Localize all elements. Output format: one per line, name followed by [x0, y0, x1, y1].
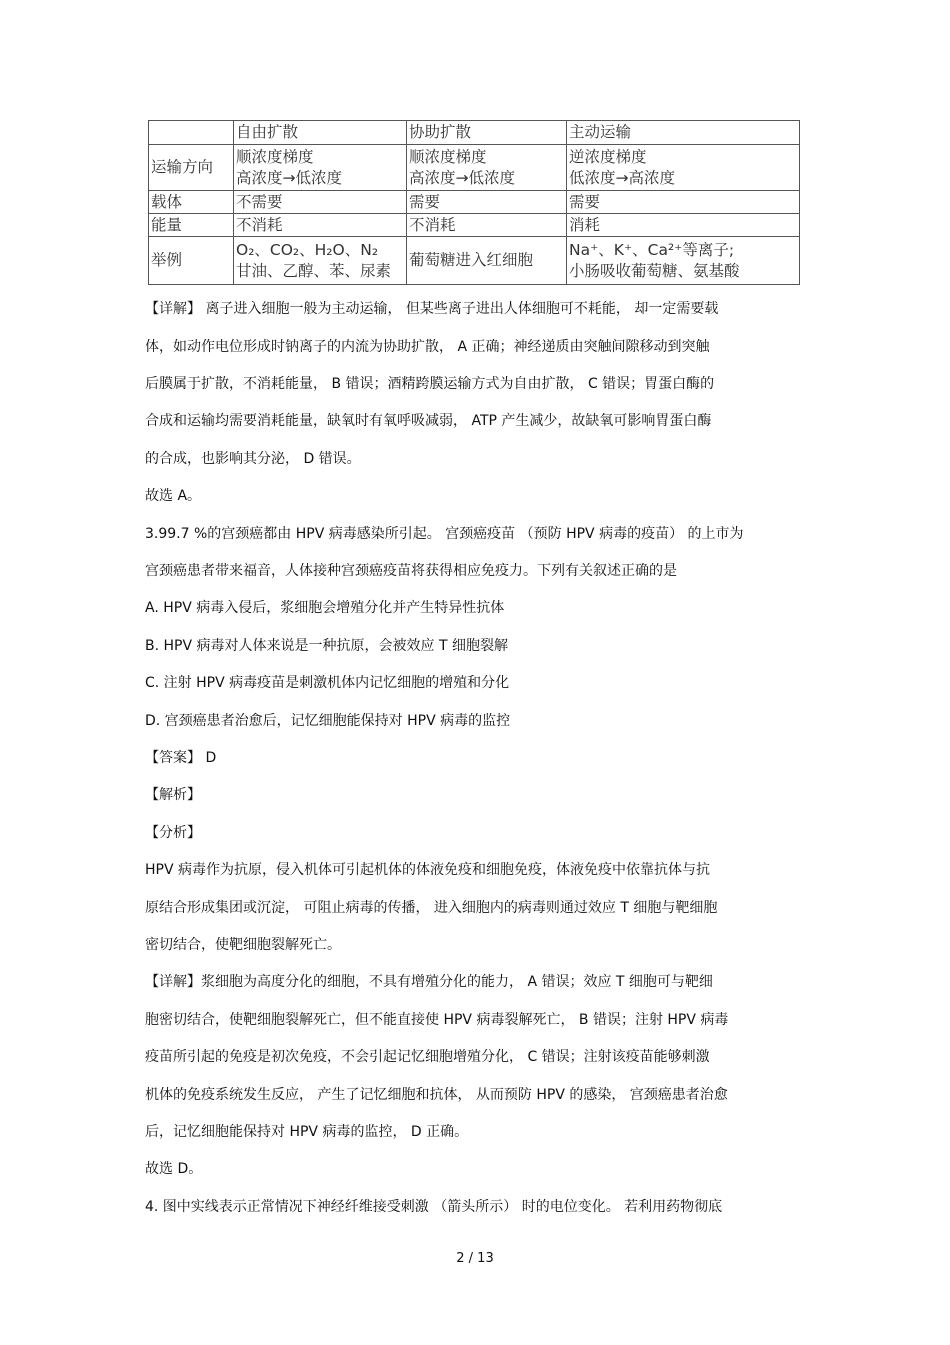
body-text-line: 故选 D。 [145, 1161, 203, 1177]
analysis-subheading: 【分析】 [145, 825, 201, 841]
table-cell: 消耗 [567, 214, 800, 237]
table-header-cell [149, 121, 234, 145]
table-cell: 需要 [407, 191, 567, 214]
body-text-line: 合成和运输均需要消耗能量，缺氧时有氧呼吸减弱， ATP 产生减少，故缺氧可影响胃蛋白酶 [145, 413, 712, 429]
table-cell: 葡萄糖进入红细胞 [407, 237, 567, 285]
body-text-line: 【详解】浆细胞为高度分化的细胞，不具有增殖分化的能力， A 错误；效应 T 细胞可与靶细 [145, 974, 713, 990]
table-cell: 不消耗 [407, 214, 567, 237]
body-text-line: 疫苗所引起的免疫是初次免疫，不会引起记忆细胞增殖分化， C 错误；注射该疫苗能够刺激 [145, 1049, 710, 1065]
table-cell: O₂、CO₂、H₂O、N₂ 甘油、乙醇、苯、尿素 [234, 237, 407, 285]
table-header-cell: 自由扩散 [234, 121, 407, 145]
table-cell: Na⁺、K⁺、Ca²⁺等离子; 小肠吸收葡萄糖、氨基酸 [567, 237, 800, 285]
option-a: A. HPV 病毒入侵后，浆细胞会增殖分化并产生特异性抗体 [145, 600, 505, 616]
answer-label: 【答案】 D [145, 750, 217, 766]
table-cell: 需要 [567, 191, 800, 214]
body-text-line: 胞密切结合，使靶细胞裂解死亡，但不能直接使 HPV 病毒裂解死亡， B 错误；注射 HPV 病毒 [145, 1012, 729, 1028]
table-cell: 顺浓度梯度 高浓度→低浓度 [407, 145, 567, 191]
table-row [149, 214, 800, 237]
table-row [149, 191, 800, 214]
table-cell: 能量 [149, 214, 234, 237]
body-text-line: HPV 病毒作为抗原，侵入机体可引起机体的体液免疫和细胞免疫，体液免疫中依靠抗体与抗 [145, 862, 710, 878]
option-c: C. 注射 HPV 病毒疫苗是刺激机体内记忆细胞的增殖和分化 [145, 675, 510, 691]
table-cell: 不需要 [234, 191, 407, 214]
body-text-line: 后膜属于扩散，不消耗能量， B 错误；酒精跨膜运输方式为自由扩散， C 错误；胃蛋白酶的 [145, 376, 715, 392]
table-cell: 不消耗 [234, 214, 407, 237]
body-text-line: 【详解】 离子进入细胞一般为主动运输， 但某些离子进出人体细胞可不耗能， 却一定需要载 [145, 301, 719, 317]
table-header-row [149, 121, 800, 145]
body-text-line: 原结合形成集团或沉淀， 可阻止病毒的传播， 进入细胞内的病毒则通过效应 T 细胞与靶细胞 [145, 900, 718, 916]
table-row [149, 237, 800, 285]
option-d: D. 宫颈癌患者治愈后，记忆细胞能保持对 HPV 病毒的监控 [145, 713, 511, 729]
body-text-line: 机体的免疫系统发生反应， 产生了记忆细胞和抗体， 从而预防 HPV 的感染， 宫颈癌患者治愈 [145, 1087, 728, 1103]
body-text-line: 故选 A。 [145, 488, 202, 504]
body-text-line: 后，记忆细胞能保持对 HPV 病毒的监控， D 正确。 [145, 1124, 469, 1140]
body-text-line: 体，如动作电位形成时钠离子的内流为协助扩散， A 正确；神经递质由突触间隙移动到突触 [145, 339, 710, 355]
question-stem: 3.99.7 %的宫颈癌都由 HPV 病毒感染所引起。 宫颈癌疫苗 （预防 HPV 病毒的疫苗） 的上市为 [145, 526, 744, 542]
table-cell: 顺浓度梯度 高浓度→低浓度 [234, 145, 407, 191]
table-cell: 逆浓度梯度 低浓度→高浓度 [567, 145, 800, 191]
question-stem: 4. 图中实线表示正常情况下神经纤维接受刺激 （箭头所示） 时的电位变化。 若利用药物彻底 [145, 1199, 723, 1215]
table-cell: 载体 [149, 191, 234, 214]
table-row [149, 145, 800, 191]
table-header-cell: 主动运输 [567, 121, 800, 145]
option-b: B. HPV 病毒对人体来说是一种抗原，会被效应 T 细胞裂解 [145, 638, 508, 654]
page-number: 2 / 13 [456, 1251, 494, 1266]
analysis-heading: 【解析】 [145, 787, 201, 803]
table-header-cell: 协助扩散 [407, 121, 567, 145]
question-stem: 宫颈癌患者带来福音，人体接种宫颈癌疫苗将获得相应免疫力。下列有关叙述正确的是 [145, 563, 677, 579]
transport-comparison-table [148, 120, 800, 285]
table-cell: 举例 [149, 237, 234, 285]
table-cell: 运输方向 [149, 145, 234, 191]
body-text-line: 的合成，也影响其分泌， D 错误。 [145, 451, 361, 467]
body-text-line: 密切结合，使靶细胞裂解死亡。 [145, 937, 341, 953]
